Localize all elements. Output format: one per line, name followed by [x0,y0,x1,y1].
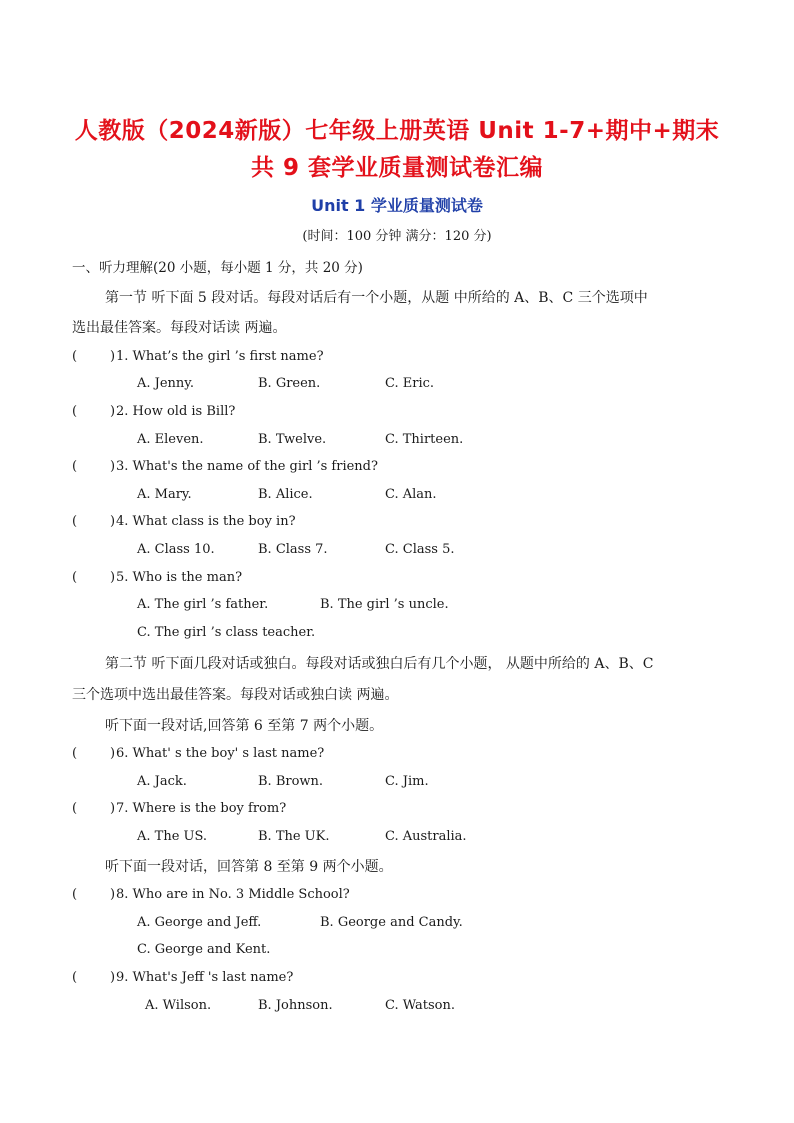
exam-info: (时间：100 分钟 满分：120 分) [302,229,492,244]
answer-paren-close: ) [110,514,116,529]
question-text: 2. How old is Bill? [116,404,236,419]
option-b: B. Johnson. [258,998,333,1013]
question-3 [72,459,722,477]
answer-paren-open: ( [72,349,78,364]
section-heading: 一、听力理解(20 小题，每小题 1 分，共 20 分) [72,260,363,276]
part2-instruction-line1: 第二节 听下面几段对话或独白。每段对话或独白后有几个小题， 从题中所给的 A、B、C [105,656,654,672]
question-6 [72,746,722,764]
question-text: 3. What's the name of the girl ’s friend? [116,459,378,474]
answer-paren-close: ) [110,801,116,816]
question-4 [72,514,722,532]
option-a: A. Jenny. [137,376,195,391]
option-a: A. Eleven. [137,432,204,447]
option-b: B. George and Candy. [320,915,463,930]
option-b: B. Class 7. [258,542,328,557]
question-text: 8. Who are in No. 3 Middle School? [116,887,350,902]
answer-paren-open: ( [72,746,78,761]
option-b: B. Twelve. [258,432,327,447]
part2-instruction-line2: 三个选项中选出最佳答案。每段对话或独白读 两遍。 [72,687,399,703]
question-text: 9. What's Jeff 's last name? [116,970,294,985]
question-text: 1. What’s the girl ’s first name? [116,349,324,364]
question-text: 4. What class is the boy in? [116,514,296,529]
answer-paren-close: ) [110,349,116,364]
question-8 [72,887,722,905]
part1-instruction-line1: 第一节 听下面 5 段对话。每段对话后有一个小题，从题 中所给的 A、B、C 三个选项中 [105,290,648,306]
option-a: A. George and Jeff. [137,915,262,930]
question-text: 7. Where is the boy from? [116,801,287,816]
part1-instruction-line2: 选出最佳答案。每段对话读 两遍。 [72,320,287,336]
answer-paren-open: ( [72,459,78,474]
answer-paren-close: ) [110,746,116,761]
listening-instruction-8-9: 听下面一段对话，回答第 8 至第 9 两个小题。 [105,859,393,875]
option-c: C. Class 5. [385,542,455,557]
answer-paren-close: ) [110,970,116,985]
option-a: A. Mary. [137,487,192,502]
option-c: C. Thirteen. [385,432,464,447]
answer-paren-close: ) [110,570,116,585]
option-c: C. Eric. [385,376,435,391]
option-c: C. The girl ’s class teacher. [137,625,316,640]
question-9 [72,970,722,988]
answer-paren-close: ) [110,404,116,419]
answer-paren-open: ( [72,514,78,529]
option-a: A. The girl ’s father. [137,597,269,612]
option-c: C. Australia. [385,829,467,844]
question-text: 5. Who is the man? [116,570,243,585]
document-title-line1: 人教版（2024新版）七年级上册英语 Unit 1-7+期中+期末 [74,118,720,144]
listening-instruction-6-7: 听下面一段对话,回答第 6 至第 7 两个小题。 [105,718,384,734]
option-b: B. Alice. [258,487,313,502]
option-b: B. The girl ’s uncle. [320,597,449,612]
option-a: A. Class 10. [137,542,215,557]
option-c: C. Alan. [385,487,437,502]
option-a: A. Jack. [137,774,187,789]
answer-paren-open: ( [72,887,78,902]
answer-paren-open: ( [72,404,78,419]
document-title-line2: 共 9 套学业质量测试卷汇编 [250,155,544,181]
unit-subtitle: Unit 1 学业质量测试卷 [311,196,483,215]
option-c: C. Jim. [385,774,429,789]
question-1 [72,349,722,367]
answer-paren-close: ) [110,459,116,474]
answer-paren-open: ( [72,801,78,816]
option-c: C. Watson. [385,998,455,1013]
option-b: B. Green. [258,376,321,391]
question-5 [72,570,722,588]
question-text: 6. What' s the boy' s last name? [116,746,325,761]
answer-paren-close: ) [110,887,116,902]
question-7 [72,801,722,819]
answer-paren-open: ( [72,970,78,985]
option-a: A. Wilson. [145,998,212,1013]
answer-paren-open: ( [72,570,78,585]
question-2 [72,404,722,422]
option-a: A. The US. [137,829,208,844]
option-c: C. George and Kent. [137,942,271,957]
option-b: B. The UK. [258,829,330,844]
option-b: B. Brown. [258,774,324,789]
